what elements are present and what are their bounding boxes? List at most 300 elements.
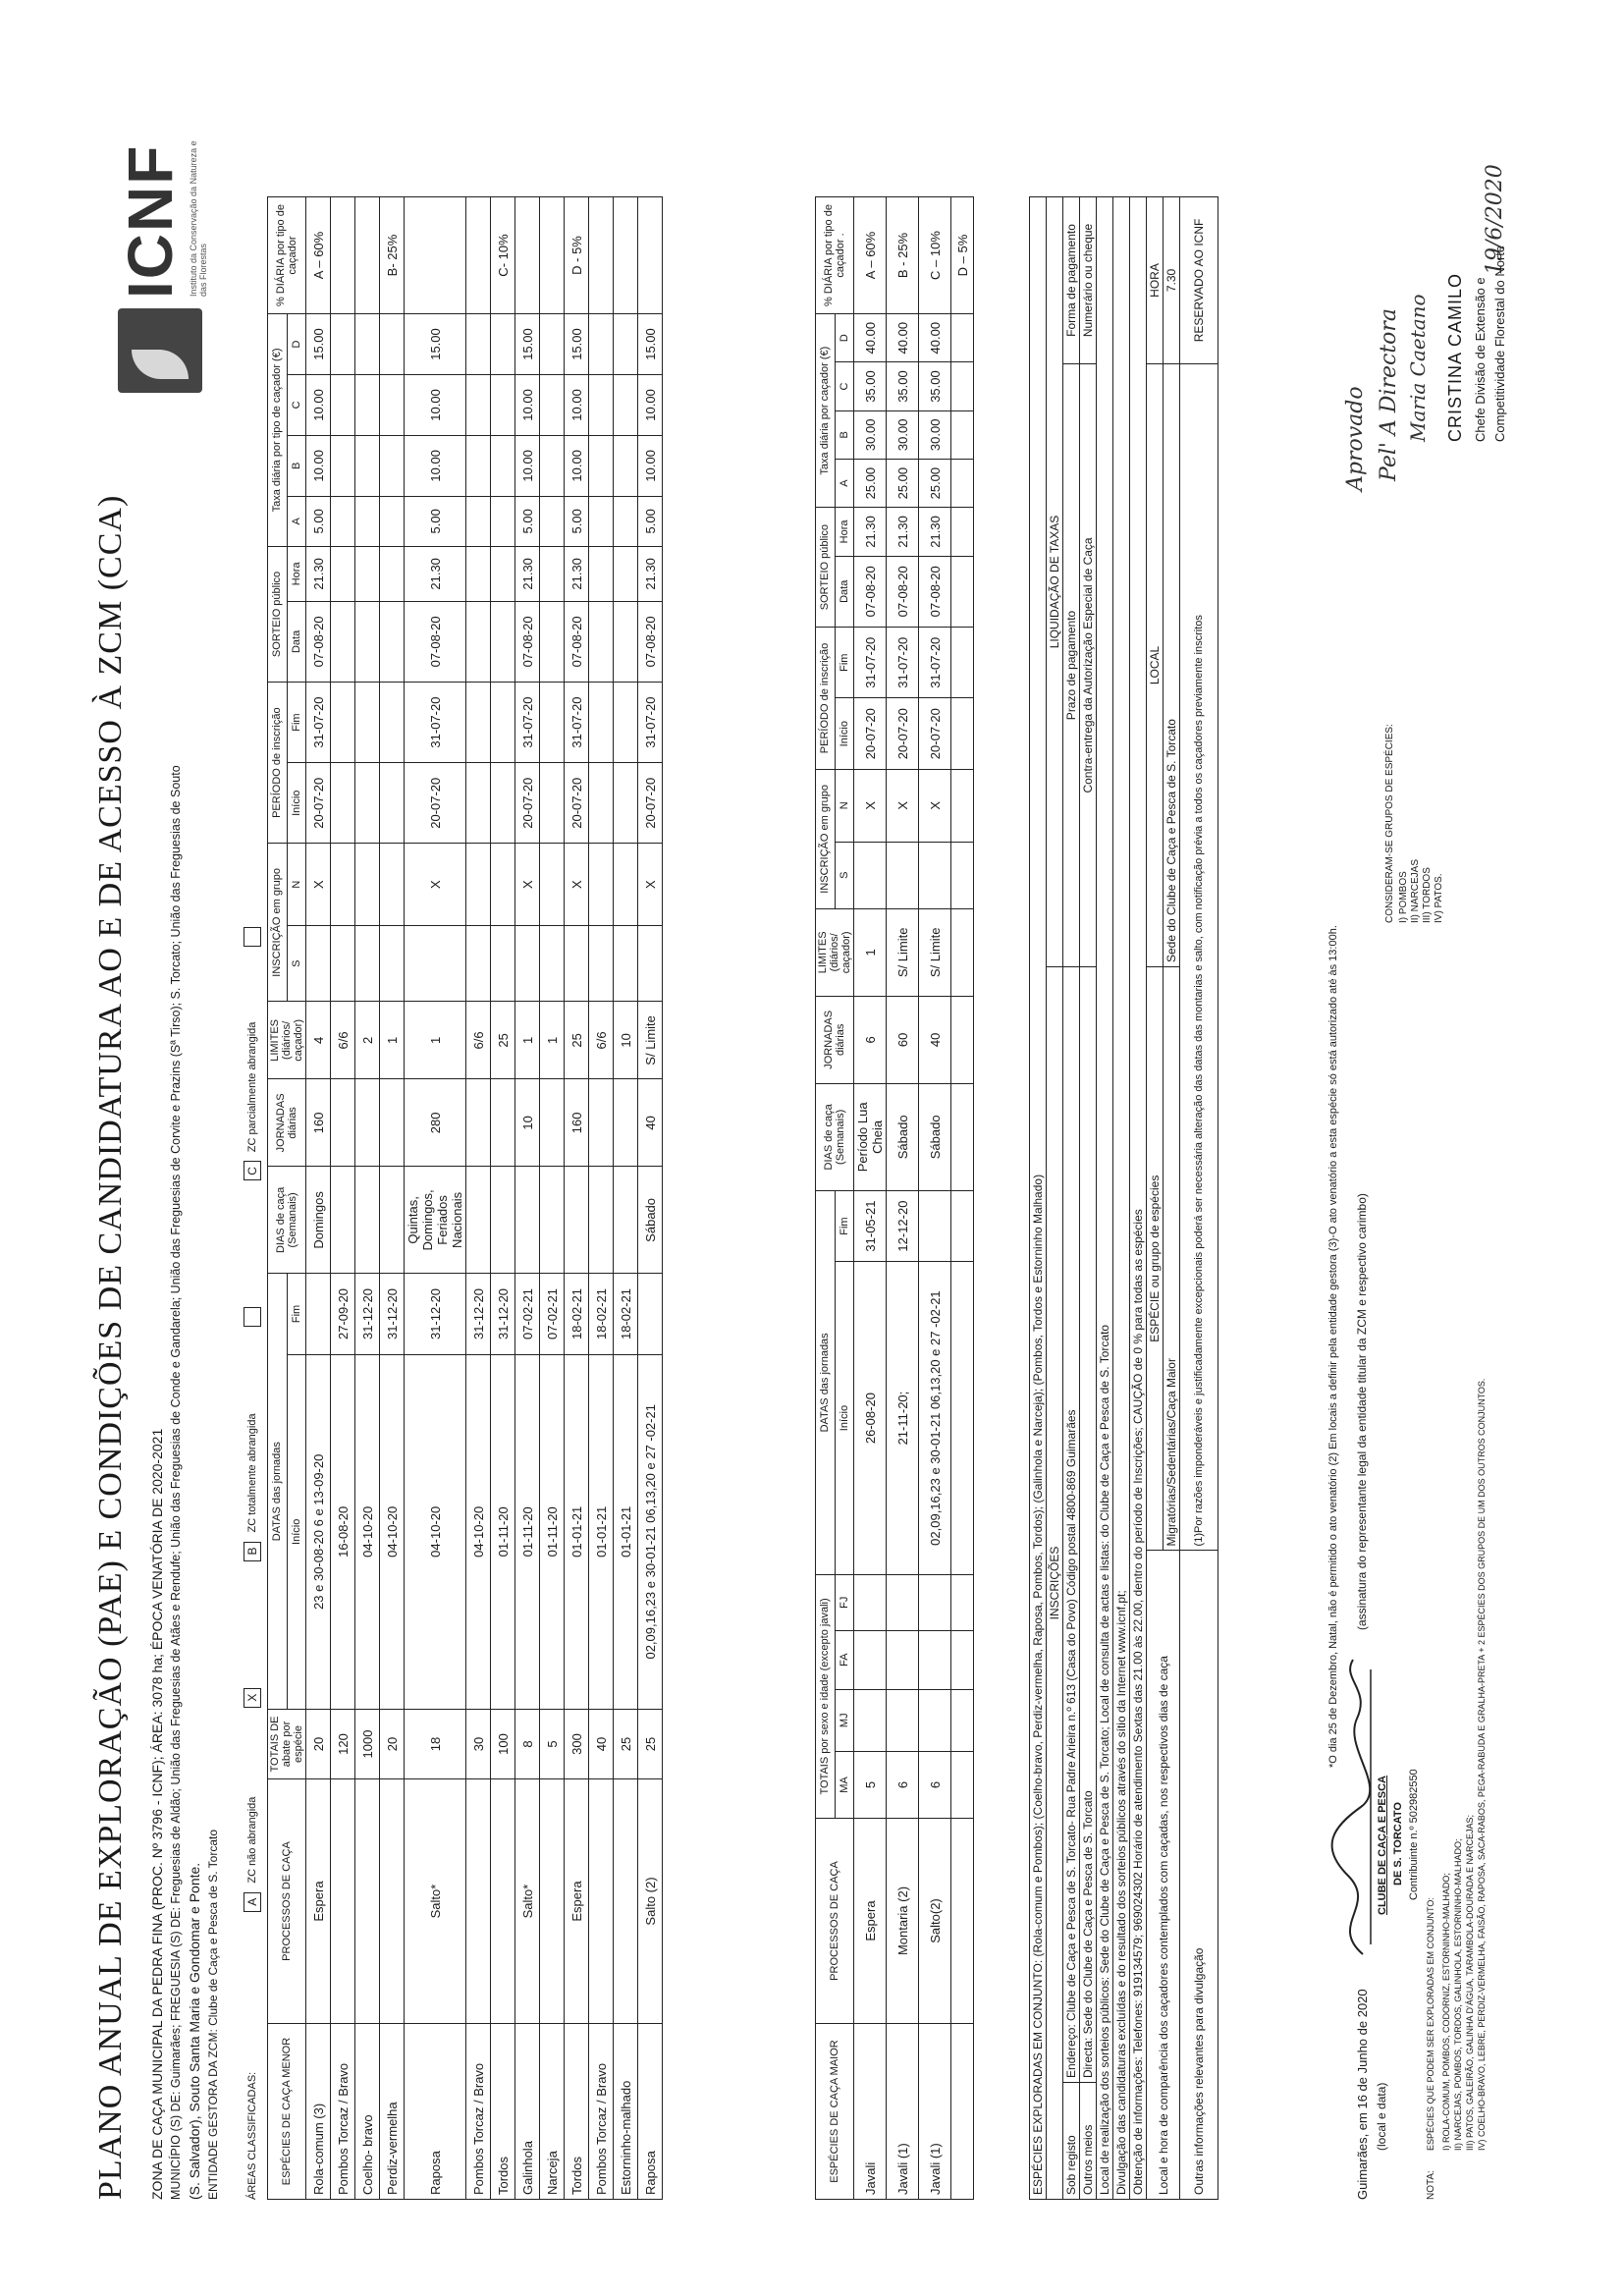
local-header: LOCAL bbox=[1147, 363, 1164, 966]
menor-cell-d bbox=[380, 314, 405, 375]
col-dias: DIAS de caça (Semanais) bbox=[268, 1167, 306, 1274]
menor-cell-s bbox=[589, 926, 614, 1002]
menor-cell-jorn: 10 bbox=[515, 1079, 540, 1167]
menor-cell-sd bbox=[355, 601, 380, 682]
menor-cell-dias bbox=[380, 1167, 405, 1274]
menor-cell-proc: Salto* bbox=[515, 1779, 540, 2024]
menor-cell-sh: 21.30 bbox=[405, 546, 466, 601]
maior-cell-d: 40.00 bbox=[919, 314, 951, 362]
col-periodo: PERÍODO de inscrição bbox=[268, 682, 288, 843]
menor-cell-sh bbox=[491, 546, 515, 601]
col-sorteio-hora: Hora bbox=[287, 546, 306, 601]
maior-col-mj: MJ bbox=[835, 1689, 854, 1751]
menor-cell-dias: Quintas, Domingos, Feriados Nacionais bbox=[405, 1167, 466, 1274]
maior-col-datas-inicio: Início bbox=[835, 1262, 854, 1575]
menor-cell-ini: 04-10-20 bbox=[466, 1354, 491, 1709]
maior-cell-pct: D – 5% bbox=[951, 197, 974, 314]
menor-cell-esp: Pombos Torcaz / Bravo bbox=[589, 2024, 614, 2200]
col-sorteio: SORTEIO público bbox=[268, 546, 288, 682]
menor-cell-esp: Rola-comum (3) bbox=[306, 2024, 331, 2200]
menor-cell-pf bbox=[491, 682, 515, 762]
menor-cell-d bbox=[331, 314, 355, 375]
area-a-letter: A bbox=[244, 1892, 261, 1912]
menor-cell-esp: Pombos Torcaz / Bravo bbox=[466, 2024, 491, 2200]
menor-cell-a bbox=[540, 496, 565, 546]
maior-cell-jorn: 60 bbox=[887, 996, 919, 1083]
maior-cell-esp: Javali (1) bbox=[887, 2024, 919, 2200]
menor-cell-dias bbox=[540, 1167, 565, 1274]
menor-cell-ini: 01-01-21 bbox=[614, 1354, 638, 1709]
maior-col-periodo-inicio: Início bbox=[835, 698, 854, 769]
menor-cell-proc: Espera bbox=[565, 1779, 589, 2024]
menor-cell-b: 10.00 bbox=[515, 435, 540, 496]
col-especies: ESPÉCIES DE CAÇA MENOR bbox=[268, 2024, 306, 2200]
menor-cell-s bbox=[565, 926, 589, 1002]
menor-cell-s bbox=[306, 926, 331, 1002]
menor-cell-d bbox=[614, 314, 638, 375]
maior-cell-empty bbox=[951, 314, 974, 362]
area-a-checkbox[interactable]: X bbox=[244, 1688, 261, 1708]
menor-cell-fim: 27-09-20 bbox=[331, 1274, 355, 1354]
col-periodo-fim: Fim bbox=[287, 682, 306, 762]
maior-cell-empty bbox=[951, 1262, 974, 1575]
menor-cell-tot: 8 bbox=[515, 1710, 540, 1779]
menor-cell-n bbox=[589, 844, 614, 926]
menor-cell-n: X bbox=[306, 844, 331, 926]
nota-item-4: IV) COELHO-BRAVO, LEBRE, PERDIZ-VERMELHA, FAISÃO, RAPOSA, SACA-RABOS, PEGA-RABUDA E GRALHA-PRETA + 2 ESPÉCIES DOS GRUPOS DE UM DOS OUTROS CONJUNTOS. bbox=[1477, 1378, 1487, 2151]
maior-col-inscricao-s: S bbox=[835, 842, 854, 908]
maior-cell-ini: 02,09,16,23 e 30-01-21 06,13,20 e 27 -02-21 bbox=[919, 1262, 951, 1575]
local-hora-label: Local e hora de comparência dos caçadores contemplados com caçadas, nos respectivos dias de caça bbox=[1147, 1551, 1180, 2200]
nota-text: ESPÉCIES QUE PODEM SER EXPLORADAS EM CONJUNTO: bbox=[1426, 1897, 1435, 2151]
col-taxa-a: A bbox=[287, 496, 306, 546]
menor-cell-pct: D - 5% bbox=[565, 197, 589, 314]
menor-cell-sh: 21.30 bbox=[565, 546, 589, 601]
menor-cell-fim: 31-12-20 bbox=[380, 1274, 405, 1354]
menor-cell-tot: 20 bbox=[306, 1710, 331, 1779]
menor-cell-tot: 18 bbox=[405, 1710, 466, 1779]
outras-info-value: (1)Por razões imponderáveis e justificadamente excepcionais poderá ser necessária alteração das datas das montarias e salto, com notificação prévia a todos os caçadores previamente inscritos bbox=[1180, 363, 1218, 1551]
hora-header: HORA bbox=[1147, 197, 1164, 364]
maior-cell-empty bbox=[951, 410, 974, 459]
menor-cell-ini: 01-11-20 bbox=[540, 1354, 565, 1709]
col-taxa: Taxa diária por tipo de caçador (€) bbox=[268, 314, 288, 547]
menor-cell-fim: 18-02-21 bbox=[614, 1274, 638, 1354]
header-entidade: ENTIDADE GESTORA DA ZCM: Clube de Caça e Pesca de S. Torcato bbox=[206, 1829, 220, 2200]
obtencao-informacoes: Obtenção de informações: Telefones: 919134579; 969024302 Horário de atendimento Sextas das 21.00 às 22.00, dentro do período de Inscrições; CAUÇÃO de 0 % para todas as espécies bbox=[1130, 197, 1147, 2200]
menor-cell-ini: 04-10-20 bbox=[380, 1354, 405, 1709]
menor-cell-pf: 31-07-20 bbox=[565, 682, 589, 762]
menor-cell-esp: Tordos bbox=[491, 2024, 515, 2200]
maior-cell-fj bbox=[919, 1574, 951, 1630]
menor-cell-esp: Raposa bbox=[638, 2024, 663, 2200]
maior-cell-sd: 07-08-20 bbox=[854, 556, 887, 627]
menor-cell-d: 15.00 bbox=[565, 314, 589, 375]
maior-cell-pi: 20-07-20 bbox=[919, 698, 951, 769]
maior-cell-s bbox=[919, 842, 951, 908]
grupo-4: IV) PATOS. bbox=[1434, 873, 1444, 923]
maior-row bbox=[887, 197, 919, 2200]
menor-cell-fim bbox=[638, 1274, 663, 1354]
maior-cell-fa bbox=[854, 1630, 887, 1689]
col-inscricao-s: S bbox=[287, 926, 306, 1002]
header-zone: ZONA DE CAÇA MUNICIPAL DA PEDRA FINA (PROC. Nº 3796 - ICNF); ÁREA: 3078 ha; ÉPOCA VENATÓRIA DE 2020-2021 bbox=[149, 1428, 165, 2200]
menor-row bbox=[614, 197, 638, 2200]
maior-cell-d: 40.00 bbox=[854, 314, 887, 362]
menor-cell-b bbox=[331, 435, 355, 496]
menor-cell-pct bbox=[466, 197, 491, 314]
menor-cell-c bbox=[466, 375, 491, 436]
maior-cell-pct: A – 60% bbox=[854, 197, 887, 314]
menor-row bbox=[466, 197, 491, 2200]
maior-cell-ini: 26-08-20 bbox=[854, 1262, 887, 1575]
grupo-3: III) TORDOS bbox=[1422, 867, 1433, 923]
maior-cell-empty bbox=[951, 1190, 974, 1261]
col-processos: PROCESSOS DE CAÇA bbox=[268, 1779, 306, 2024]
menor-cell-pi bbox=[466, 763, 491, 844]
menor-cell-b bbox=[380, 435, 405, 496]
menor-cell-sd bbox=[491, 601, 515, 682]
local-value: Sede do Clube de Caça e Pesca de S. Torcato bbox=[1164, 363, 1180, 966]
menor-cell-s bbox=[491, 926, 515, 1002]
legal-signature bbox=[1324, 1650, 1382, 1964]
outras-info-label: Outras informações relevantes para divulgação bbox=[1180, 1551, 1218, 2200]
area-b-checkbox[interactable] bbox=[244, 1307, 261, 1327]
menor-cell-dias bbox=[491, 1167, 515, 1274]
grupo-1: I) POMBOS bbox=[1398, 871, 1409, 923]
maior-cell-empty bbox=[951, 556, 974, 627]
reservado-icnf: RESERVADO AO ICNF bbox=[1180, 197, 1218, 364]
area-c-letter: C bbox=[244, 1161, 261, 1180]
handwritten-directora: Pel' A Directora bbox=[1377, 307, 1401, 481]
menor-cell-jorn bbox=[380, 1079, 405, 1167]
menor-cell-pi bbox=[614, 763, 638, 844]
menor-cell-lim: 1 bbox=[540, 1002, 565, 1079]
menor-cell-pct bbox=[540, 197, 565, 314]
handwritten-aprovado: Aprovado bbox=[1343, 386, 1368, 491]
menor-cell-fim: 18-02-21 bbox=[589, 1274, 614, 1354]
menor-cell-pct bbox=[589, 197, 614, 314]
maior-cell-s bbox=[887, 842, 919, 908]
sob-registo-label: Sob registo bbox=[1063, 2083, 1080, 2200]
maior-cell-pct: C – 10% bbox=[919, 197, 951, 314]
maior-col-taxa-b: B bbox=[835, 410, 854, 459]
menor-cell-lim: 1 bbox=[515, 1002, 540, 1079]
maior-col-datas: DATAS das jornadas bbox=[816, 1190, 836, 1574]
maior-cell-sd: 07-08-20 bbox=[887, 556, 919, 627]
menor-cell-s bbox=[638, 926, 663, 1002]
menor-cell-dias bbox=[515, 1167, 540, 1274]
menor-cell-d bbox=[589, 314, 614, 375]
maior-cell-n: X bbox=[887, 769, 919, 842]
menor-cell-proc bbox=[380, 1779, 405, 2024]
maior-cell-proc: Salto(2) bbox=[919, 1819, 951, 2024]
menor-cell-tot: 120 bbox=[331, 1710, 355, 1779]
menor-cell-d: 15.00 bbox=[638, 314, 663, 375]
maior-cell-fim: 12-12-20 bbox=[887, 1190, 919, 1261]
area-b-letter: B bbox=[244, 1542, 261, 1561]
menor-cell-lim: 10 bbox=[614, 1002, 638, 1079]
menor-cell-pf: 31-07-20 bbox=[638, 682, 663, 762]
menor-cell-pct bbox=[614, 197, 638, 314]
maior-col-ma: MA bbox=[835, 1751, 854, 1818]
caca-maior-table bbox=[815, 196, 974, 2200]
inscricoes-title: INSCRIÇÕES bbox=[1047, 967, 1063, 2200]
maior-col-taxa-d: D bbox=[835, 314, 854, 362]
maior-cell-dias: Sábado bbox=[887, 1083, 919, 1190]
menor-cell-lim: 4 bbox=[306, 1002, 331, 1079]
menor-row bbox=[306, 197, 331, 2200]
maior-cell-tot: 6 bbox=[919, 1751, 951, 1818]
menor-cell-n bbox=[380, 844, 405, 926]
maior-cell-d: 40.00 bbox=[887, 314, 919, 362]
menor-cell-pct: A – 60% bbox=[306, 197, 331, 314]
maior-col-periodo-fim: Fim bbox=[835, 628, 854, 698]
maior-cell-mj bbox=[854, 1689, 887, 1751]
forma-label: Forma de pagamento bbox=[1063, 197, 1080, 364]
menor-cell-lim: 1 bbox=[405, 1002, 466, 1079]
menor-cell-jorn: 160 bbox=[565, 1079, 589, 1167]
menor-cell-s bbox=[355, 926, 380, 1002]
nota-item-3: III) PATOS, GALEIRÃO, GALINHA D'ÁGUA, TARAMBOLA-DOURADA E NARCEJAS; bbox=[1465, 1815, 1475, 2151]
menor-cell-n bbox=[355, 844, 380, 926]
maior-cell-mj bbox=[919, 1689, 951, 1751]
menor-cell-dias: Sábado bbox=[638, 1167, 663, 1274]
menor-cell-a: 5.00 bbox=[306, 496, 331, 546]
menor-cell-jorn bbox=[466, 1079, 491, 1167]
menor-cell-d: 15.00 bbox=[515, 314, 540, 375]
menor-cell-fim bbox=[306, 1274, 331, 1354]
consid-label: CONSIDERAM-SE GRUPOS DE ESPÉCIES: bbox=[1384, 724, 1395, 923]
maior-col-taxa-a: A bbox=[835, 459, 854, 507]
menor-cell-c: 10.00 bbox=[306, 375, 331, 436]
maior-col-inscricao: INSCRIÇÃO em grupo bbox=[816, 769, 836, 908]
menor-cell-jorn bbox=[540, 1079, 565, 1167]
menor-cell-b bbox=[355, 435, 380, 496]
maior-cell-fa bbox=[887, 1630, 919, 1689]
menor-cell-d bbox=[491, 314, 515, 375]
menor-cell-dias bbox=[614, 1167, 638, 1274]
maior-cell-pf: 31-07-20 bbox=[919, 628, 951, 698]
menor-cell-ini: 23 e 30-08-20 6 e 13-09-20 bbox=[306, 1354, 331, 1709]
menor-cell-c bbox=[355, 375, 380, 436]
maior-col-pct: % DIÁRIA por tipo de caçador . bbox=[816, 197, 854, 314]
menor-cell-pf bbox=[331, 682, 355, 762]
menor-cell-n bbox=[491, 844, 515, 926]
menor-cell-sd: 07-08-20 bbox=[405, 601, 466, 682]
sob-registo-value: Endereço: Clube de Caça e Pesca de S. Torcato- Rua Padre Arieira n.º 613 (Casa do Povo) Código postal 4800-869 Guimarães bbox=[1063, 967, 1080, 2083]
menor-cell-fim: 18-02-21 bbox=[565, 1274, 589, 1354]
menor-cell-sd bbox=[589, 601, 614, 682]
menor-cell-sd: 07-08-20 bbox=[306, 601, 331, 682]
nota-label: NOTA: bbox=[1426, 2170, 1436, 2200]
assinatura-label: (assinatura do representante legal da entidade titular da ZCM e respectivo carimbo) bbox=[1355, 1193, 1369, 1630]
menor-cell-lim: 6/6 bbox=[589, 1002, 614, 1079]
menor-cell-n bbox=[614, 844, 638, 926]
menor-cell-sh: 21.30 bbox=[515, 546, 540, 601]
menor-cell-a bbox=[355, 496, 380, 546]
menor-cell-tot: 20 bbox=[380, 1710, 405, 1779]
menor-cell-jorn bbox=[589, 1079, 614, 1167]
menor-cell-ini: 16-08-20 bbox=[331, 1354, 355, 1709]
menor-cell-tot: 30 bbox=[466, 1710, 491, 1779]
maior-cell-fj bbox=[887, 1574, 919, 1630]
maior-cell-empty bbox=[951, 362, 974, 410]
menor-cell-pi bbox=[380, 763, 405, 844]
maior-col-especies: ESPÉCIES DE CAÇA MAIOR bbox=[816, 2024, 854, 2200]
maior-cell-lim: S/ Limite bbox=[919, 908, 951, 996]
menor-cell-a: 5.00 bbox=[565, 496, 589, 546]
menor-cell-pf bbox=[614, 682, 638, 762]
nota-item-1: I) ROLA-COMUM, POMBOS, CODORNIZ, ESTORNINHO-MALHADO; bbox=[1441, 1873, 1451, 2151]
maior-cell-pf: 31-07-20 bbox=[887, 628, 919, 698]
menor-cell-pct bbox=[405, 197, 466, 314]
menor-cell-pf bbox=[380, 682, 405, 762]
header-municipio-cont: (S. Salvador), Souto Santa Maria e Gondomar e Ponte. bbox=[187, 1862, 202, 2200]
maior-cell-empty bbox=[951, 2024, 974, 2200]
menor-cell-n bbox=[466, 844, 491, 926]
menor-cell-jorn bbox=[355, 1079, 380, 1167]
menor-cell-proc bbox=[331, 1779, 355, 2024]
menor-cell-a: 5.00 bbox=[515, 496, 540, 546]
menor-cell-esp: Tordos bbox=[565, 2024, 589, 2200]
menor-cell-dias bbox=[355, 1167, 380, 1274]
menor-cell-pf bbox=[589, 682, 614, 762]
col-pct: % DIÁRIA por tipo de caçador bbox=[268, 197, 306, 314]
menor-cell-pi bbox=[589, 763, 614, 844]
maior-cell-c: 35.00 bbox=[887, 362, 919, 410]
menor-cell-n: X bbox=[515, 844, 540, 926]
menor-cell-proc: Espera bbox=[306, 1779, 331, 2024]
menor-cell-d: 15.00 bbox=[306, 314, 331, 375]
local-realizacao: Local de realização dos sorteios públicos: Sede do Clube de Caça e Pesca de S. Torcato; Local de consulta de actas e listas: do Clube de Caça e Pesca de S. Torcato bbox=[1097, 197, 1113, 2200]
menor-cell-sd bbox=[331, 601, 355, 682]
maior-cell-empty bbox=[951, 508, 974, 556]
menor-cell-lim: 2 bbox=[355, 1002, 380, 1079]
menor-cell-tot: 5 bbox=[540, 1710, 565, 1779]
menor-cell-b bbox=[614, 435, 638, 496]
menor-cell-dias bbox=[589, 1167, 614, 1274]
maior-cell-empty bbox=[951, 769, 974, 842]
maior-cell-s bbox=[854, 842, 887, 908]
menor-cell-lim: 6/6 bbox=[466, 1002, 491, 1079]
menor-cell-b bbox=[466, 435, 491, 496]
outras-info-notes: *O dia 25 de Dezembro, Natal, não é permitido o ato venatório (2) Em locais a definir pela entidade gestora (3)-O ato venatório a esta espécie só está autorizado até às 13:00h. bbox=[1327, 925, 1339, 1768]
outros-meios-value: Directa: Sede do Clube de Caça e Pesca de S. Torcato bbox=[1080, 967, 1097, 2083]
menor-cell-n: X bbox=[405, 844, 466, 926]
menor-row bbox=[331, 197, 355, 2200]
menor-cell-jorn: 40 bbox=[638, 1079, 663, 1167]
menor-cell-a bbox=[380, 496, 405, 546]
menor-cell-sd: 07-08-20 bbox=[638, 601, 663, 682]
menor-cell-c: 10.00 bbox=[638, 375, 663, 436]
maior-cell-fa bbox=[919, 1630, 951, 1689]
prazo-value: Contra-entrega da Autorização Especial de Caça bbox=[1080, 363, 1097, 966]
maior-cell-esp: Javali bbox=[854, 2024, 887, 2200]
menor-cell-pi: 20-07-20 bbox=[306, 763, 331, 844]
maior-cell-empty bbox=[951, 1819, 974, 2024]
menor-cell-pi bbox=[540, 763, 565, 844]
menor-cell-fim: 31-12-20 bbox=[466, 1274, 491, 1354]
carimbo-line3: Contribuinte n.º 502982550 bbox=[1408, 1769, 1420, 1900]
maior-cell-empty bbox=[951, 1751, 974, 1818]
menor-cell-b bbox=[589, 435, 614, 496]
maior-cell-proc: Espera bbox=[854, 1819, 887, 2024]
maior-row bbox=[854, 197, 887, 2200]
menor-cell-ini: 01-01-21 bbox=[565, 1354, 589, 1709]
maior-cell-tot: 6 bbox=[887, 1751, 919, 1818]
maior-cell-a: 25.00 bbox=[919, 459, 951, 507]
menor-cell-sd bbox=[466, 601, 491, 682]
menor-cell-b: 10.00 bbox=[565, 435, 589, 496]
menor-cell-c bbox=[491, 375, 515, 436]
menor-cell-a bbox=[491, 496, 515, 546]
menor-cell-sd: 07-08-20 bbox=[565, 601, 589, 682]
maior-cell-empty bbox=[951, 996, 974, 1083]
menor-cell-b: 10.00 bbox=[638, 435, 663, 496]
maior-row bbox=[919, 197, 951, 2200]
maior-col-datas-fim: Fim bbox=[835, 1190, 854, 1261]
maior-cell-ini: 21-11-20; bbox=[887, 1262, 919, 1575]
menor-cell-d bbox=[355, 314, 380, 375]
areas-classificadas bbox=[244, 921, 261, 2200]
menor-cell-ini: 01-01-21 bbox=[589, 1354, 614, 1709]
menor-cell-b: 10.00 bbox=[306, 435, 331, 496]
menor-cell-c bbox=[331, 375, 355, 436]
menor-cell-c: 10.00 bbox=[405, 375, 466, 436]
menor-cell-jorn bbox=[614, 1079, 638, 1167]
maior-cell-tot: 5 bbox=[854, 1751, 887, 1818]
menor-cell-ini: 04-10-20 bbox=[405, 1354, 466, 1709]
maior-cell-sh: 21.30 bbox=[887, 508, 919, 556]
menor-cell-n bbox=[331, 844, 355, 926]
maior-cell-c: 35.00 bbox=[919, 362, 951, 410]
maior-col-dias: DIAS de caça (Semanais) bbox=[816, 1083, 854, 1190]
menor-cell-c bbox=[380, 375, 405, 436]
maior-col-inscricao-n: N bbox=[835, 769, 854, 842]
menor-cell-ini: 02,09,16,23 e 30-01-21 06,13,20 e 27 -02-21 bbox=[638, 1354, 663, 1709]
area-c-checkbox[interactable] bbox=[244, 927, 261, 947]
menor-cell-sh bbox=[466, 546, 491, 601]
menor-cell-proc bbox=[614, 1779, 638, 2024]
maior-cell-sh: 21.30 bbox=[919, 508, 951, 556]
maior-cell-a: 25.00 bbox=[854, 459, 887, 507]
menor-row bbox=[565, 197, 589, 2200]
menor-cell-fim: 31-12-20 bbox=[355, 1274, 380, 1354]
col-inscricao: INSCRIÇÃO em grupo bbox=[268, 844, 288, 1002]
maior-cell-empty bbox=[951, 1630, 974, 1689]
menor-cell-lim: S/ Limite bbox=[638, 1002, 663, 1079]
signatory-name: CRISTINA CAMILO bbox=[1445, 272, 1465, 442]
maior-col-totais: TOTAIS por sexo e idade (excepto javali) bbox=[816, 1574, 836, 1818]
menor-cell-s bbox=[515, 926, 540, 1002]
menor-cell-esp: Coelho- bravo bbox=[355, 2024, 380, 2200]
maior-col-limites: LIMITES (diários/ caçador) bbox=[816, 908, 854, 996]
menor-cell-dias bbox=[331, 1167, 355, 1274]
signatory-role-2: Competitividade Florestal do Norte bbox=[1492, 245, 1507, 442]
maior-cell-dias: Sábado bbox=[919, 1083, 951, 1190]
menor-cell-tot: 25 bbox=[614, 1710, 638, 1779]
carimbo-line1: CLUBE DE CAÇA E PESCA bbox=[1377, 1776, 1388, 1915]
menor-cell-sh: 21.30 bbox=[306, 546, 331, 601]
maior-cell-pi: 20-07-20 bbox=[887, 698, 919, 769]
maior-col-jornadas: JORNADAS diárias bbox=[816, 996, 854, 1083]
col-datas-fim: Fim bbox=[287, 1274, 306, 1354]
menor-cell-c: 10.00 bbox=[565, 375, 589, 436]
menor-cell-ini: 01-11-20 bbox=[515, 1354, 540, 1709]
handwritten-date: 19/6/2020 bbox=[1483, 164, 1507, 275]
menor-cell-tot: 1000 bbox=[355, 1710, 380, 1779]
